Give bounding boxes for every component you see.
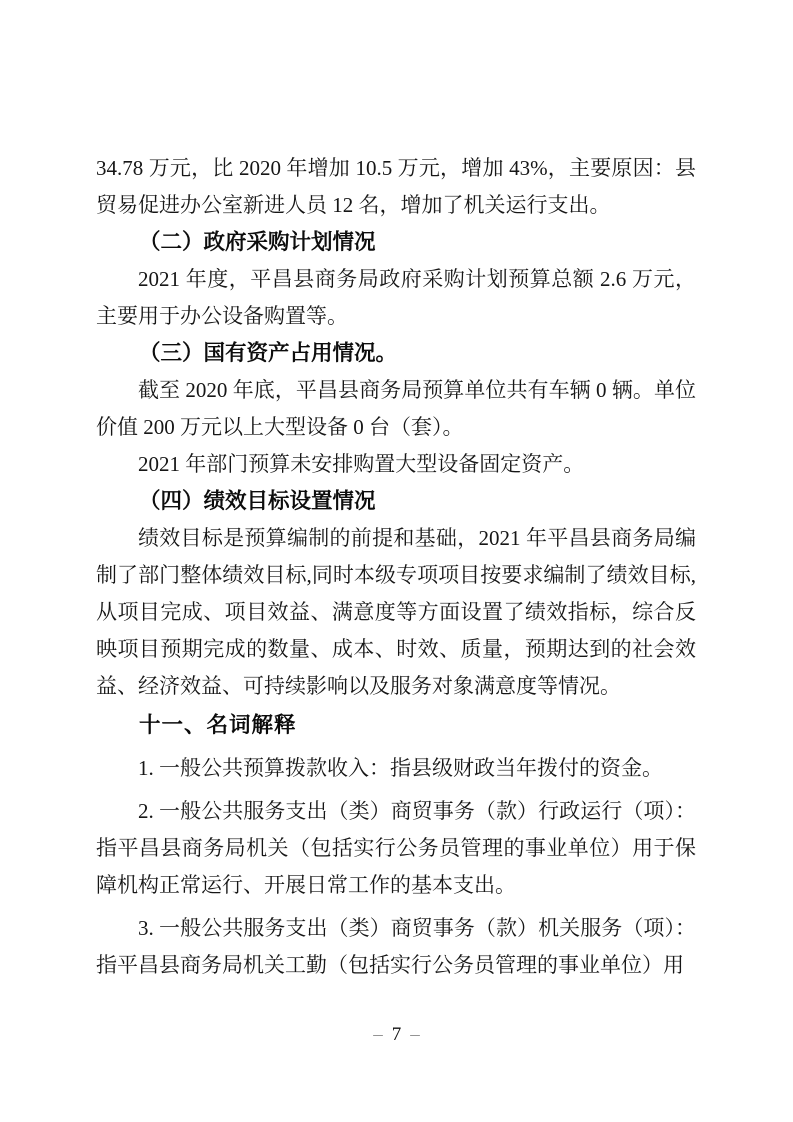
paragraph-performance-targets: 绩效目标是预算编制的前提和基础，2021 年平昌县商务局编制了部门整体绩效目标,同时本级专项项目按要求编制了绩效目标,从项目完成、项目效益、满意度等方面设置了绩效指标，综合反映项目预期完成的数量、成本、时效、质量，预期达到的社会效益、经济效益、可持续影响以及服务对象满意度等情况。 <box>96 526 696 698</box>
paragraph-state-assets-vehicles: 截至 2020 年底，平昌县商务局预算单位共有车辆 0 辆。单位价值 200 万元以上大型设备 0 台（套）。 <box>96 378 696 439</box>
section-heading-state-assets: （三）国有资产占用情况。 <box>139 341 398 365</box>
carryover-paragraph: 34.78 万元，比 2020 年增加 10.5 万元，增加 43%，主要原因：县贸易促进办公室新进人员 12 名，增加了机关运行支出。 <box>96 156 696 217</box>
section-heading-procurement: （二）政府采购计划情况 <box>139 230 376 254</box>
page-number-dash-left: – <box>373 1024 383 1045</box>
page-number-dash-right: – <box>410 1024 420 1045</box>
glossary-item-1: 1. 一般公共预算拨款收入：指县级财政当年拨付的资金。 <box>138 756 663 780</box>
paragraph-state-assets-equipment: 2021 年部门预算未安排购置大型设备固定资产。 <box>138 452 585 476</box>
chapter-heading-glossary: 十一、名词解释 <box>139 713 297 737</box>
page-number: 7 <box>391 1024 402 1045</box>
document-content <box>96 150 696 984</box>
paragraph-procurement: 2021 年度，平昌县商务局政府采购计划预算总额 2.6 万元，主要用于办公设备购置等。 <box>96 267 696 328</box>
section-heading-performance-targets: （四）绩效目标设置情况 <box>139 489 376 513</box>
glossary-item-3: 3. 一般公共服务支出（类）商贸事务（款）机关服务（项）：指平昌县商务局机关工勤（包括实行公务员管理的事业单位）用 <box>96 916 696 977</box>
glossary-item-2: 2. 一般公共服务支出（类）商贸事务（款）行政运行（项）：指平昌县商务局机关（包括实行公务员管理的事业单位）用于保障机构正常运行、开展日常工作的基本支出。 <box>96 799 696 897</box>
page-footer <box>0 1022 793 1048</box>
